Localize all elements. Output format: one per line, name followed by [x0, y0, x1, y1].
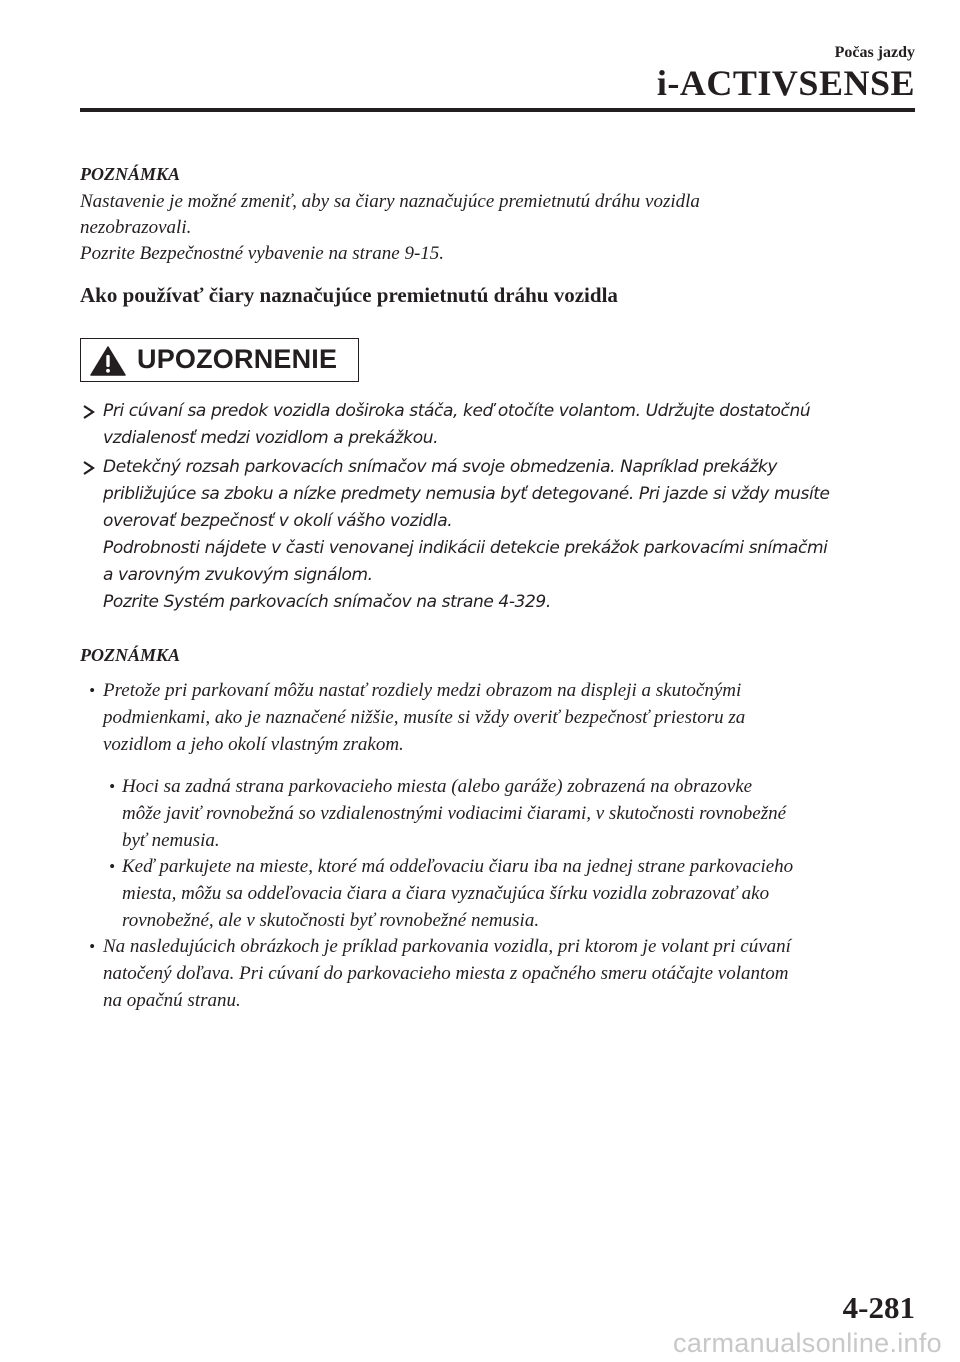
- caution-text-line: Podrobnosti nájdete v časti venovanej indikácii detekcie prekážok parkovacími snímačmi: [103, 538, 828, 558]
- note-text-line: môže javiť rovnobežná so vzdialenostnými vodiacimi čiarami, v skutočnosti rovnobežné: [122, 803, 787, 824]
- caution-text-line: približujúce sa zboku a nízke predmety nemusia byť detegované. Pri jazde si vždy musíte: [103, 484, 830, 504]
- caution-banner: [80, 338, 359, 382]
- caution-text-line: Detekčný rozsah parkovacích snímačov má svoje obmedzenia. Napríklad prekážky: [103, 457, 778, 477]
- page-number: 4-281: [842, 1290, 915, 1325]
- note-text-line: Na nasledujúcich obrázkoch je príklad parkovania vozidla, pri ktorom je volant pri cúvaní: [103, 936, 791, 957]
- note-text-line: rovnobežné, ale v skutočnosti byť rovnobežné nemusia.: [122, 910, 540, 931]
- watermark: carmanualsonline.info: [673, 1328, 942, 1358]
- note-text-line: Pretože pri parkovaní môžu nastať rozdiely medzi obrazom na displeji a skutočnými: [103, 680, 742, 701]
- note-text-line: Pozrite Bezpečnostné vybavenie na strane 9-15.: [80, 243, 445, 264]
- bullet-marker: •: [89, 937, 95, 956]
- note-text-line: nezobrazovali.: [80, 217, 192, 238]
- chapter-title: i-ACTIVSENSE: [656, 63, 915, 103]
- sub-bullet-marker: •: [109, 857, 115, 876]
- arrow-bullet-icon: [82, 461, 96, 475]
- section-label: Počas jazdy: [834, 44, 915, 61]
- note-text-line: miesta, môžu sa oddeľovacia čiara a čiara vyznačujúca šírku vozidla zobrazovať ako: [122, 883, 770, 904]
- note-text-line: Keď parkujete na mieste, ktoré má oddeľovaciu čiaru iba na jednej strane parkovacieho: [122, 856, 794, 877]
- caution-text-line: vzdialenosť medzi vozidlom a prekážkou.: [103, 428, 439, 448]
- note-text-line: natočený doľava. Pri cúvaní do parkovacieho miesta z opačného smeru otáčajte volantom: [103, 963, 789, 984]
- caution-text-line: overovať bezpečnosť v okolí vášho vozidla.: [103, 511, 453, 531]
- note-text-line: byť nemusia.: [122, 830, 220, 851]
- warning-triangle-icon: [90, 346, 126, 376]
- caution-text-line: Pri cúvaní sa predok vozidla doširoka stáča, keď otočíte volantom. Udržujte dostatočnú: [103, 401, 811, 421]
- note-text-line: na opačnú stranu.: [103, 990, 241, 1011]
- note-text-line: Hoci sa zadná strana parkovacieho miesta (alebo garáže) zobrazená na obrazovke: [122, 776, 753, 797]
- note-title: POZNÁMKA: [80, 645, 181, 665]
- section-heading: Ako používať čiary naznačujúce premietnutú dráhu vozidla: [80, 283, 618, 307]
- sub-bullet-marker: •: [109, 777, 115, 796]
- note-text-line: podmienkami, ako je naznačené nižšie, musíte si vždy overiť bezpečnosť priestoru za: [103, 707, 746, 728]
- caution-text-line: a varovným zvukovým signálom.: [103, 565, 373, 585]
- note-text-line: Nastavenie je možné zmeniť, aby sa čiary naznačujúce premietnutú dráhu vozidla: [80, 191, 700, 212]
- caution-text-line: Pozrite Systém parkovacích snímačov na strane 4-329.: [103, 592, 551, 612]
- note-title: POZNÁMKA: [80, 164, 181, 184]
- bullet-marker: •: [89, 681, 95, 700]
- arrow-bullet-icon: [82, 405, 96, 419]
- caution-label: UPOZORNENIE: [137, 344, 338, 374]
- header-divider: [80, 108, 915, 112]
- note-text-line: vozidlom a jeho okolí vlastným zrakom.: [103, 734, 404, 755]
